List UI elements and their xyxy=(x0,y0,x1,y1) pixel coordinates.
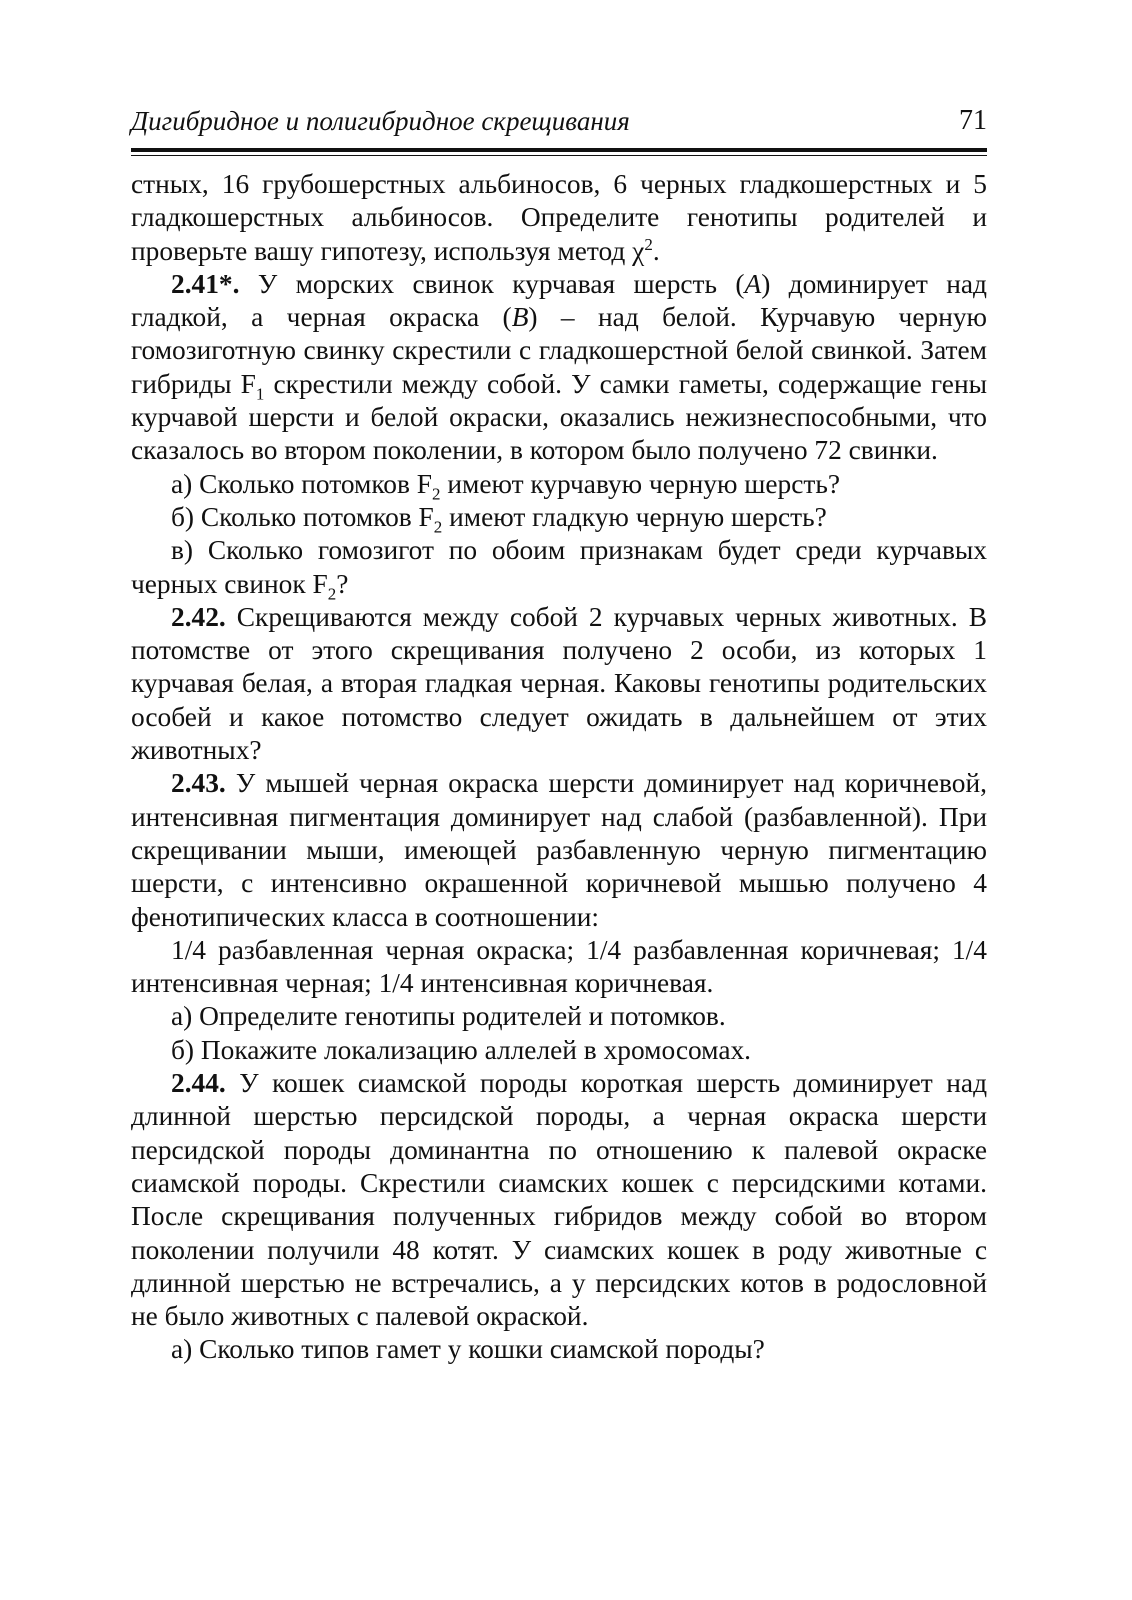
question-2-41-a xyxy=(131,468,987,504)
page-content xyxy=(131,168,987,1367)
question-2-43-a: а) Определите генотипы родителей и потомков. xyxy=(171,1001,726,1032)
problem-text: ) доминирует над гладкой, а черная окраска ( xyxy=(131,268,987,333)
problem-text: скрестили между собой. У самки гаметы, содержащие гены курчавой шерсти и белой окраски, оказались нежизнеспособными, что сказалось во втором поколении, в котором было получено 72 свинки. xyxy=(131,368,988,466)
problem-text: У морских свинок курчавая шерсть ( xyxy=(239,268,745,299)
question-text: ? xyxy=(336,568,349,599)
problem-text: У мышей черная окраска шерсти доминирует над коричневой, интенсивная пигментация доминирует над слабой (разбавленной). При скрещивании мыши, имеющей разбавленную черную пигментацию шерсти, с интенсивно окрашенной коричневой мышью получено 4 фенотипических класса в соотношении: xyxy=(131,768,987,932)
header-rule-thick xyxy=(131,148,987,152)
gene-symbol-a: A xyxy=(744,268,762,299)
book-page xyxy=(131,104,987,1367)
generation-subscript: 2 xyxy=(433,517,443,537)
question-text: имеют курчавую черную шерсть? xyxy=(440,468,840,499)
problem-2-44 xyxy=(131,1067,987,1333)
question-text: б) Сколько потомков F xyxy=(171,501,434,532)
header-rule-thin xyxy=(131,155,987,156)
problem-number: 2.41*. xyxy=(171,268,240,299)
generation-subscript: 1 xyxy=(255,384,265,404)
problem-number: 2.44. xyxy=(171,1068,226,1099)
problem-2-41 xyxy=(131,268,987,468)
problem-number: 2.42. xyxy=(171,601,226,632)
problem-text: Скрещиваются между собой 2 курчавых черных животных. В потомстве от этого скрещивания получено 2 особи, из которых 1 курчавая белая, а вторая гладкая черная. Каковы генотипы родительских особей и какое потомство следует ожидать в дальнейшем от этих животных? xyxy=(131,601,987,766)
running-header xyxy=(131,104,987,146)
question-text: имеют гладкую черную шерсть? xyxy=(442,501,827,532)
paragraph-continued xyxy=(131,168,987,268)
question-2-41-c xyxy=(131,534,987,604)
problem-2-43 xyxy=(131,767,987,933)
problem-text: ) – над белой. Курчавую черную гомозиготную свинку скрестили с гладкошерстной белой свинкой. Затем гибриды F xyxy=(131,302,988,399)
problem-number: 2.43. xyxy=(171,768,226,799)
page-number: 71 xyxy=(959,105,987,136)
gene-symbol-b: B xyxy=(511,302,529,333)
question-2-44-a: а) Сколько типов гамет у кошки сиамской породы? xyxy=(171,1334,765,1365)
paragraph-continued-text: стных, 16 грубошерстных альбиносов, 6 черных гладкошерстных и 5 гладкошерстных альбиносов. Определите генотипы родителей и проверьте вашу гипотезу, используя метод χ xyxy=(131,169,987,266)
question-text: а) Сколько потомков F xyxy=(171,468,432,499)
question-text: в) Сколько гомозигот по обоим признакам будет среди курчавых черных свинок F xyxy=(131,535,987,599)
problem-text: У кошек сиамской породы короткая шерсть доминирует над длинной шерстью персидской породы, а черная окраска шерсти персидской породы доминантна по отношению к палевой окраске сиамской породы. Скрестили сиамских кошек с персидскими котами. После скрещивания полученных гибридов между собой во втором поколении получили 48 котят. У сиамских кошек в роду животные с длинной шерстью не встречались, а у персидских котов в родословной не было животных с палевой окраской. xyxy=(131,1068,987,1332)
paragraph-continued-tail: . xyxy=(652,235,660,266)
generation-subscript: 2 xyxy=(327,584,337,604)
problem-2-42 xyxy=(131,601,987,767)
chi-square-exponent: 2 xyxy=(644,234,653,254)
problem-2-43-ratio: 1/4 разбавленная черная окраска; 1/4 разбавленная коричневая; 1/4 интенсивная черная; 1/4 интенсивная коричневая. xyxy=(131,934,987,999)
running-header-title: Дигибридное и полигибридное скрещивания xyxy=(131,106,630,136)
question-2-41-b xyxy=(131,501,987,537)
generation-subscript: 2 xyxy=(432,484,441,504)
question-2-43-b: б) Покажите локализацию аллелей в хромосомах. xyxy=(171,1034,752,1065)
